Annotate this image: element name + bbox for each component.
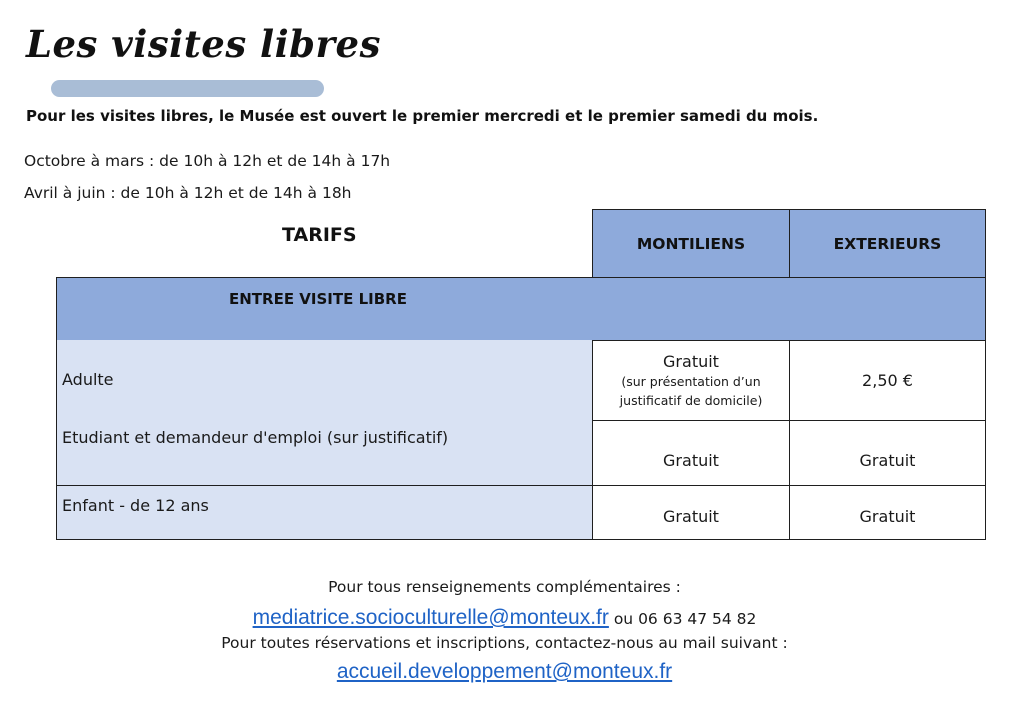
hours-april-june: Avril à juin : de 10h à 12h et de 14h à 18h <box>24 184 352 202</box>
tarifs-heading: TARIFS <box>282 224 357 246</box>
hours-october-march: Octobre à mars : de 10h à 12h et de 14h à 17h <box>24 152 391 170</box>
title-underline-decoration <box>51 80 324 97</box>
phone-prefix: ou <box>608 610 639 628</box>
cell-adulte-exterieurs <box>789 340 986 421</box>
row-label-enfant: Enfant - de 12 ans <box>62 496 209 515</box>
value-text: Gratuit <box>859 507 916 526</box>
page-title: Les visites libres <box>26 22 381 66</box>
value-text: Gratuit <box>663 507 719 526</box>
cell-etudiant-exterieurs <box>789 420 986 486</box>
section-row-entree-visite-libre <box>56 277 986 341</box>
cell-enfant-montiliens <box>592 485 790 540</box>
label-cell-enfant <box>56 485 593 540</box>
value-text: Gratuit <box>859 451 916 470</box>
phone-number: 06 63 47 54 82 <box>638 610 757 628</box>
value-text: Gratuit <box>663 451 719 470</box>
footer-contact-line <box>0 606 1009 630</box>
cell-etudiant-montiliens <box>592 420 790 486</box>
row-label-adulte: Adulte <box>62 370 114 389</box>
cell-enfant-exterieurs <box>789 485 986 540</box>
footer-reservation-line: Pour toutes réservations et inscriptions, contactez-nous au mail suivant : <box>221 634 788 652</box>
value-note: justificatif de domicile) <box>619 393 763 408</box>
column-header-exterieurs: EXTERIEURS <box>789 209 986 278</box>
footer-info-line: Pour tous renseignements complémentaires : <box>328 578 681 596</box>
footer-email-line <box>0 660 1009 684</box>
row-label-etudiant: Etudiant et demandeur d'emploi (sur justificatif) <box>62 428 449 447</box>
email-link-mediatrice[interactable]: mediatrice.socioculturelle@monteux.fr <box>252 606 609 629</box>
section-label: ENTREE VISITE LIBRE <box>229 290 407 308</box>
email-link-accueil[interactable]: accueil.developpement@monteux.fr <box>336 660 673 683</box>
value-text: Gratuit <box>663 352 719 371</box>
intro-text: Pour les visites libres, le Musée est ouvert le premier mercredi et le premier samedi du mois. <box>26 107 819 125</box>
value-text: 2,50 € <box>862 371 913 390</box>
value-note: (sur présentation d’un <box>621 374 761 389</box>
label-cell-group-1 <box>56 340 593 486</box>
cell-adulte-montiliens <box>592 340 790 421</box>
column-header-montiliens: MONTILIENS <box>592 209 790 278</box>
